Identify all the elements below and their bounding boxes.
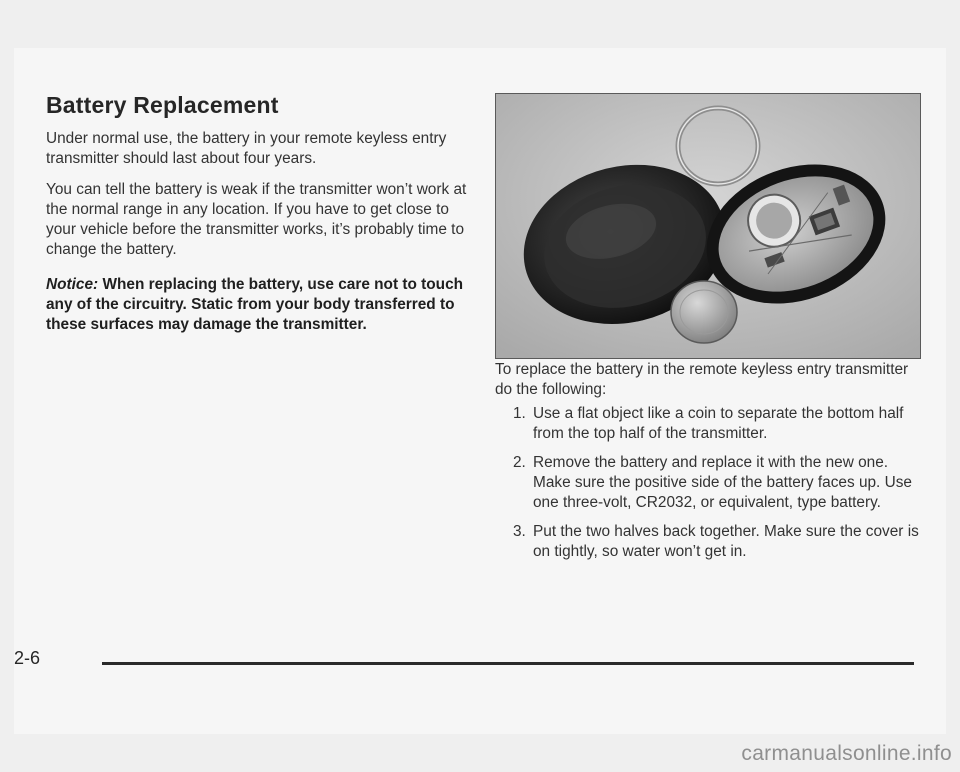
section-title: Battery Replacement: [46, 92, 279, 118]
step-number: 1.: [513, 405, 526, 422]
step-text: Put the two halves back together. Make sure the cover is on tightly, so water won’t get in.: [533, 523, 919, 560]
left-column: [46, 92, 476, 351]
transmitter-photo: [495, 93, 921, 359]
list-item: [495, 453, 927, 513]
weak-battery-paragraph: You can tell the battery is weak if the transmitter won’t work at the normal range in any location. If you have to get close to your vehicle before the transmitter works, it’s probably time to change the battery.: [46, 181, 467, 258]
list-item: [495, 404, 927, 444]
manual-page: [14, 48, 946, 734]
notice-paragraph: [46, 275, 476, 335]
transmitter-illustration: [496, 94, 920, 358]
step-number: 3.: [513, 523, 526, 540]
step-text: Use a flat object like a coin to separate the bottom half from the top half of the transmitter.: [533, 405, 904, 442]
right-column: [495, 360, 927, 571]
intro-paragraph: Under normal use, the battery in your remote keyless entry transmitter should last about four years.: [46, 130, 447, 167]
steps-list: [495, 404, 927, 562]
step-number: 2.: [513, 454, 526, 471]
footer-rule: [102, 662, 914, 665]
procedure-intro: To replace the battery in the remote keyless entry transmitter do the following:: [495, 361, 909, 398]
step-text: Remove the battery and replace it with the new one. Make sure the positive side of the battery faces up. Use one three-volt, CR2032, or equivalent, type battery.: [533, 454, 912, 511]
page-number: 2-6: [14, 648, 41, 668]
list-item: [495, 522, 927, 562]
watermark: carmanualsonline.info: [741, 742, 952, 765]
notice-label: Notice:: [46, 276, 99, 294]
notice-text: When replacing the battery, use care not to touch any of the circuitry. Static from your body transferred to these surfaces may damage the transmitter.: [46, 276, 464, 334]
